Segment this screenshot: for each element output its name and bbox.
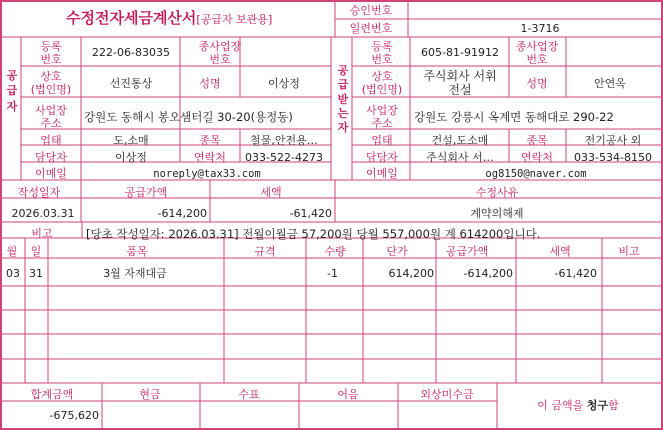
supplier-reg-no: 222-06-83035 [92, 46, 170, 59]
col-qty: 수량 [324, 245, 346, 258]
buyer-manager-label: 담당자 [366, 151, 398, 164]
col-spec: 규격 [254, 245, 276, 258]
supply-amount-label: 공급가액 [124, 186, 168, 199]
buyer-biz-item-label: 종목 [526, 134, 548, 147]
buyer-branch-label: 종사업장 번호 [515, 40, 559, 66]
supplier-manager: 이상정 [115, 151, 147, 164]
buyer-email: og8150@naver.com [485, 168, 587, 180]
supplier-email-label: 이메일 [35, 167, 67, 180]
serial-no-value: 1-3716 [520, 22, 560, 35]
item-supply: -614,200 [463, 267, 513, 280]
col-unit-price: 단가 [386, 245, 408, 258]
col-note: 비고 [618, 245, 640, 258]
issue-date: 2026.03.31 [11, 207, 75, 220]
buyer-name-label: 상호 (법인명) [361, 70, 403, 96]
approval-no-label: 승인번호 [349, 4, 393, 17]
supplier-contact: 033-522-4273 [245, 151, 323, 164]
buyer-side-label: 공 급 받 는 자 [337, 64, 349, 135]
amend-reason: 계약의해제 [470, 207, 524, 220]
note-label: 비고 [31, 227, 53, 240]
total-amount: -675,620 [49, 409, 99, 422]
supply-amount: -614,200 [157, 207, 207, 220]
bill-label: 어음 [337, 388, 359, 401]
supplier-address: 강원도 동해시 봉오샘터길 30-20(용정동) [84, 110, 293, 124]
supplier-biz-item: 철물,안전용… [250, 134, 318, 147]
tax-amount: -61,420 [289, 207, 332, 220]
item-qty: -1 [327, 267, 338, 280]
buyer-manager: 주식회사 서… [426, 151, 494, 164]
buyer-contact-label: 연락처 [521, 151, 553, 164]
buyer-biz-type-label: 업태 [371, 134, 393, 147]
buyer-biz-type: 건설,도소매 [431, 134, 489, 147]
supplier-contact-label: 연락처 [194, 151, 226, 164]
item-name: 3월 자재대금 [103, 267, 167, 280]
buyer-email-label: 이메일 [366, 167, 398, 180]
supplier-ceo: 이상정 [268, 77, 300, 90]
buyer-ceo-label: 성명 [526, 77, 548, 90]
buyer-address: 강원도 강릉시 옥계면 동해대로 290-22 [414, 110, 614, 124]
amend-reason-label: 수정사유 [475, 186, 519, 199]
supplier-email: noreply@tax33.com [153, 168, 261, 180]
col-day: 일 [30, 245, 42, 258]
supplier-reg-no-label: 등록 번호 [40, 40, 62, 66]
claim-suffix: 함 [608, 399, 619, 412]
supplier-biz-type-label: 업태 [40, 134, 62, 147]
tax-amount-label: 세액 [260, 186, 282, 199]
check-label: 수표 [238, 388, 260, 401]
buyer-reg-no-label: 등록 번호 [371, 40, 393, 66]
supplier-side-label: 공 급 자 [6, 69, 18, 113]
buyer-name: 주식회사 서휘 전설 [423, 69, 497, 97]
serial-no-label: 일련번호 [349, 22, 393, 35]
buyer-address-label: 사업장 주소 [366, 104, 398, 130]
supplier-branch-label: 종사업장 번호 [198, 40, 242, 66]
title-subtext: [공급자 보관용] [196, 13, 273, 26]
supplier-ceo-label: 성명 [199, 77, 221, 90]
claim-statement [537, 400, 618, 413]
note-text: [당초 작성일자: 2026.03.31] 전월이월금 57,200원 당월 557,000원 계 614200입니다. [86, 227, 541, 241]
date-label: 작성일자 [17, 186, 61, 199]
supplier-manager-label: 담당자 [35, 151, 67, 164]
total-label: 합계금액 [30, 388, 74, 401]
supplier-biz-type: 도,소매 [113, 134, 149, 147]
col-supply: 공급가액 [445, 245, 489, 258]
col-tax: 세액 [549, 245, 571, 258]
supplier-name: 선진통상 [109, 77, 153, 90]
buyer-reg-no: 605-81-91912 [421, 46, 499, 59]
supplier-name-label: 상호 (법인명) [30, 70, 72, 96]
title-text: 수정전자세금계산서 [66, 9, 197, 27]
item-unit-price: 614,200 [388, 267, 434, 280]
buyer-contact: 033-534-8150 [574, 151, 652, 164]
buyer-ceo: 안연옥 [594, 77, 626, 90]
item-month: 03 [6, 267, 20, 280]
claim-prefix: 이 금액을 [537, 399, 587, 412]
credit-label: 외상미수금 [420, 388, 474, 401]
col-month: 월 [6, 245, 18, 258]
supplier-biz-item-label: 종목 [199, 134, 221, 147]
claim-word: 청구 [586, 399, 609, 412]
item-day: 31 [29, 267, 43, 280]
cash-label: 현금 [139, 388, 161, 401]
supplier-address-label: 사업장 주소 [35, 104, 67, 130]
item-tax: -61,420 [554, 267, 597, 280]
buyer-biz-item: 전기공사 외 [584, 134, 642, 147]
col-item-name: 품목 [126, 245, 148, 258]
invoice-title [66, 10, 272, 27]
